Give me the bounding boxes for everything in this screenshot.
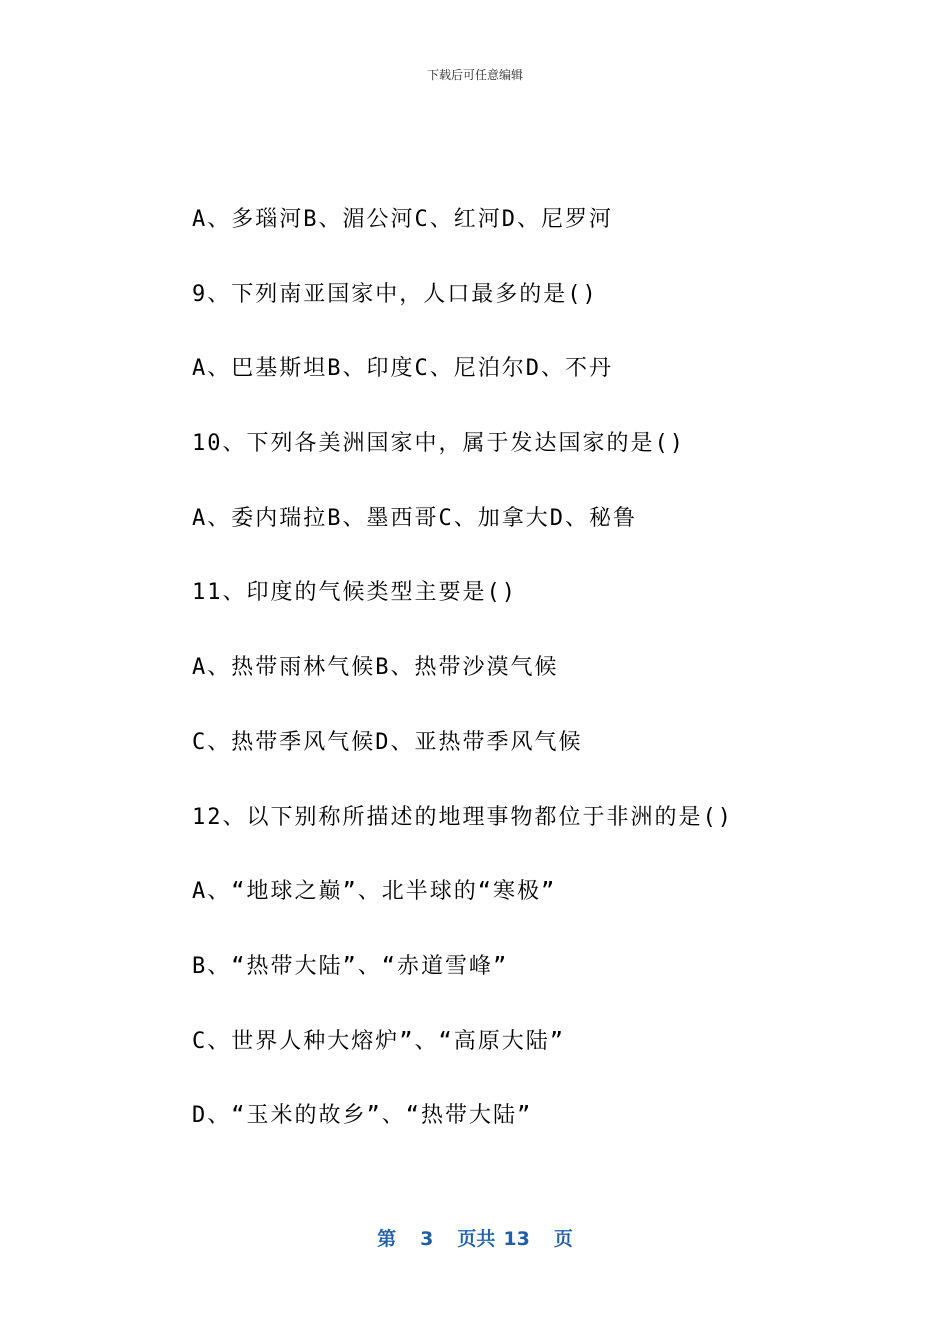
- question-11: 11、印度的气候类型主要是(): [192, 580, 517, 606]
- question-12: 12、以下别称所描述的地理事物都位于非洲的是(): [192, 804, 733, 830]
- option-q12-b: B、“热带大陆”、“赤道雪峰”: [192, 953, 509, 979]
- footer-prefix: 第: [377, 1228, 397, 1250]
- option-line-q11-ab: A、热带雨林气候B、热带沙漠气候: [192, 655, 559, 681]
- footer-middle: 页共: [457, 1228, 496, 1250]
- option-line-q8: A、多瑙河B、湄公河C、红河D、尼罗河: [192, 207, 613, 232]
- question-10: 10、下列各美洲国家中，属于发达国家的是(): [192, 431, 685, 457]
- option-line-q11-cd: C、热带季风气候D、亚热带季风气候: [192, 729, 583, 755]
- option-q12-c: C、世界人种大熔炉”、“高原大陆”: [192, 1028, 565, 1054]
- option-q12-d: D、“玉米的故乡”、“热带大陆”: [192, 1103, 533, 1129]
- total-pages-number: 13: [503, 1228, 530, 1250]
- page-footer: [0, 1224, 950, 1251]
- option-q12-a: A、“地球之巅”、北半球的“寒极”: [192, 879, 557, 905]
- footer-suffix: 页: [553, 1228, 573, 1250]
- option-line-q10: A、委内瑞拉B、墨西哥C、加拿大D、秘鲁: [192, 505, 637, 531]
- current-page-number: 3: [420, 1228, 434, 1250]
- question-9: 9、下列南亚国家中，人口最多的是(): [192, 281, 598, 307]
- document-body: [192, 200, 892, 1171]
- header-note: 下载后可任意编辑: [426, 68, 523, 82]
- option-line-q9: A、巴基斯坦B、印度C、尼泊尔D、不丹: [192, 356, 613, 382]
